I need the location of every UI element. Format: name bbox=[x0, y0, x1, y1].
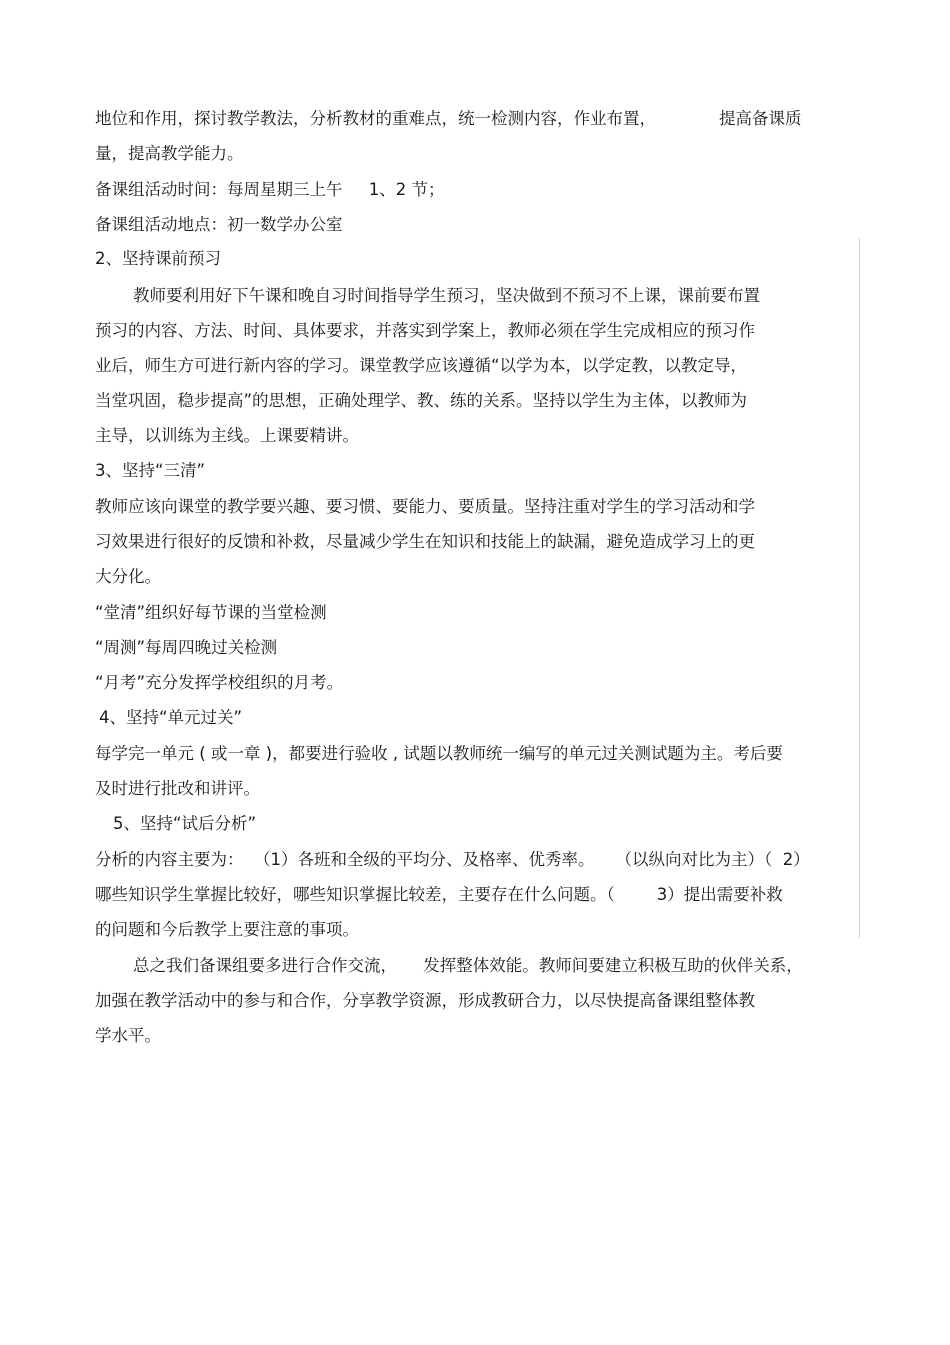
text-line-4: 备课组活动地点：初一数学办公室 bbox=[95, 215, 343, 234]
heading-2: 2、坚持课前预习 bbox=[95, 249, 221, 268]
text-line-6: 教师要利用好下午课和晚自习时间指导学生预习，坚决做到不预习不上课，课前要布置 bbox=[133, 286, 760, 305]
right-margin-rule bbox=[859, 238, 860, 938]
heading-4: 4、坚持“单元过关” bbox=[99, 708, 243, 727]
text-line-25: 总之我们备课组要多进行合作交流， 发挥整体效能。教师间要建立积极互助的伙伴关系， bbox=[133, 956, 803, 975]
text-line-26: 加强在教学活动中的参与和合作，分享教学资源，形成教研合力，以尽快提高备课组整体教 bbox=[95, 991, 755, 1010]
text-line-9: 当堂巩固，稳步提高”的思想，正确处理学、教、练的关系。坚持以学生为主体，以教师为 bbox=[95, 391, 748, 410]
text-line-8: 业后，师生方可进行新内容的学习。课堂教学应该遵循“以学为本，以学定教，以教定导， bbox=[95, 356, 748, 375]
text-line-27: 学水平。 bbox=[95, 1026, 161, 1045]
heading-3: 3、坚持“三清” bbox=[95, 461, 206, 480]
text-line-20: 及时进行批改和讲评。 bbox=[95, 779, 260, 798]
text-line-1: 地位和作用，探讨教学教法，分析教材的重难点，统一检测内容，作业布置， 提高备课质 bbox=[95, 109, 802, 128]
text-line-12: 教师应该向课堂的教学要兴趣、要习惯、要能力、要质量。坚持注重对学生的学习活动和学 bbox=[95, 497, 755, 516]
text-line-16: “周测”每周四晚过关检测 bbox=[95, 638, 278, 657]
text-line-3: 备课组活动时间：每周星期三上午 1、2 节； bbox=[95, 180, 445, 199]
text-line-14: 大分化。 bbox=[95, 567, 161, 586]
text-line-7: 预习的内容、方法、时间、具体要求，并落实到学案上，教师必须在学生完成相应的预习作 bbox=[95, 321, 755, 340]
text-line-22: 分析的内容主要为： （1）各班和全级的平均分、及格率、优秀率。 （以纵向对比为主）（ 2） bbox=[95, 850, 810, 869]
text-line-2: 量，提高教学能力。 bbox=[95, 144, 244, 163]
heading-5: 5、坚持“试后分析” bbox=[113, 814, 257, 833]
text-line-23: 哪些知识学生掌握比较好，哪些知识掌握比较差，主要存在什么问题。（ 3）提出需要补救 bbox=[95, 885, 783, 904]
text-line-17: “月考”充分发挥学校组织的月考。 bbox=[95, 673, 344, 692]
text-line-13: 习效果进行很好的反馈和补救，尽量减少学生在知识和技能上的缺漏，避免造成学习上的更 bbox=[95, 532, 755, 551]
text-line-19: 每学完一单元 ( 或一章 )，都要进行验收 , 试题以教师统一编写的单元过关测试题为主。考后要 bbox=[95, 744, 783, 763]
text-line-10: 主导，以训练为主线。上课要精讲。 bbox=[95, 426, 359, 445]
text-line-15: “堂清”组织好每节课的当堂检测 bbox=[95, 603, 327, 622]
text-line-24: 的问题和今后教学上要注意的事项。 bbox=[95, 920, 359, 939]
